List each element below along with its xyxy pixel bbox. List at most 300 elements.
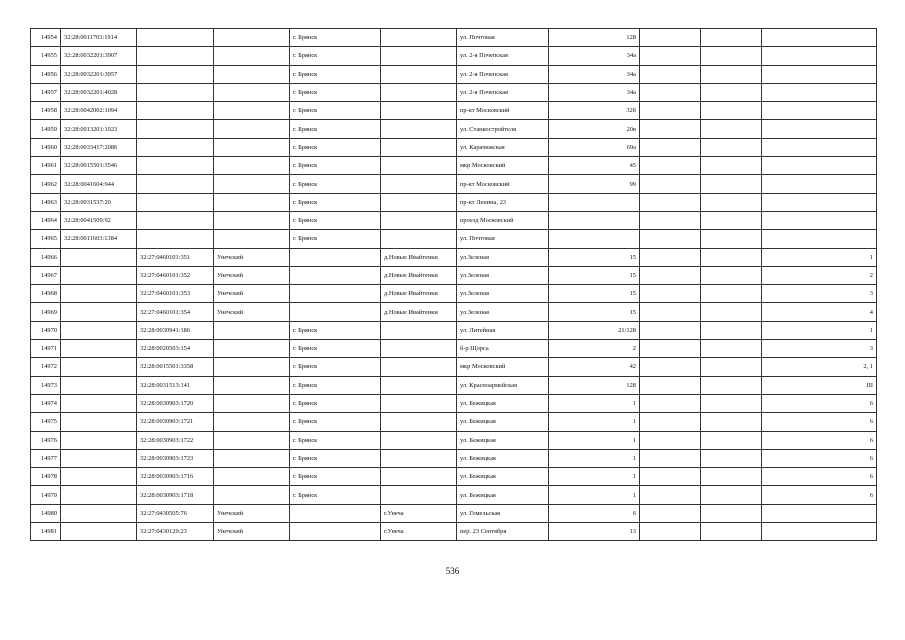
cell-district: Унечский	[214, 504, 290, 522]
cell-street: мкр Московский	[457, 157, 549, 175]
cell-district	[214, 431, 290, 449]
cell-cadastral-number: 32:28:0015501:3546	[61, 157, 137, 175]
cell-district	[214, 449, 290, 467]
cell-cadastral-number: 32:28:0032201:4028	[61, 83, 137, 101]
cell-cadastral-number	[61, 358, 137, 376]
cell-empty	[701, 523, 762, 541]
cell-street: ул. Карачижская	[457, 138, 549, 156]
cell-empty	[701, 47, 762, 65]
cell-empty	[640, 47, 701, 65]
cell-record-number: 14965	[31, 230, 61, 248]
cell-empty	[640, 321, 701, 339]
cell-settlement: д.Новые Ивайтенки	[381, 303, 457, 321]
cell-cadastral-number-alt: 32:27:0460101:351	[137, 248, 214, 266]
cell-house: 15	[549, 248, 640, 266]
cell-empty	[640, 65, 701, 83]
cell-city: г. Брянск	[290, 193, 381, 211]
cell-house: 1	[549, 431, 640, 449]
cell-empty	[701, 340, 762, 358]
cell-cadastral-number-alt: 32:28:0030903:1722	[137, 431, 214, 449]
cell-district	[214, 376, 290, 394]
cell-house: 34а	[549, 83, 640, 101]
cell-empty	[701, 29, 762, 47]
cell-empty	[701, 468, 762, 486]
cell-city: г. Брянск	[290, 47, 381, 65]
cell-district: Унечский	[214, 248, 290, 266]
table-row	[31, 83, 877, 101]
cell-cadastral-number-alt	[137, 175, 214, 193]
cell-house: 1	[549, 394, 640, 412]
cell-cadastral-number-alt	[137, 138, 214, 156]
cell-record-number: 14958	[31, 102, 61, 120]
cell-street: ул. Гомельская	[457, 504, 549, 522]
cell-district	[214, 29, 290, 47]
cell-settlement	[381, 138, 457, 156]
cell-empty	[640, 102, 701, 120]
cell-empty	[701, 230, 762, 248]
cell-empty	[701, 157, 762, 175]
cell-apartment	[762, 157, 877, 175]
cell-city: г. Брянск	[290, 321, 381, 339]
cell-city: г. Брянск	[290, 431, 381, 449]
cell-house: 128	[549, 376, 640, 394]
cell-cadastral-number: 32:28:0032201:3957	[61, 65, 137, 83]
cell-apartment	[762, 102, 877, 120]
table-row	[31, 47, 877, 65]
cell-house: 15	[549, 266, 640, 284]
cell-settlement	[381, 65, 457, 83]
cell-district	[214, 120, 290, 138]
cell-empty	[701, 65, 762, 83]
cell-city: г. Брянск	[290, 230, 381, 248]
cell-apartment: 6	[762, 431, 877, 449]
cell-cadastral-number: 32:28:0031537:20	[61, 193, 137, 211]
page-number: 536	[445, 566, 460, 576]
cell-city	[290, 504, 381, 522]
cell-record-number: 14967	[31, 266, 61, 284]
cell-record-number: 14962	[31, 175, 61, 193]
cell-district	[214, 211, 290, 229]
cell-cadastral-number-alt: 32:28:0030903:1716	[137, 468, 214, 486]
cell-empty	[640, 29, 701, 47]
cell-district: Унечский	[214, 523, 290, 541]
cell-empty	[640, 340, 701, 358]
cell-district	[214, 83, 290, 101]
cell-settlement: г.Унеча	[381, 504, 457, 522]
cell-empty	[701, 504, 762, 522]
cell-cadastral-number-alt	[137, 102, 214, 120]
table-row	[31, 413, 877, 431]
cell-cadastral-number-alt: 32:27:0460101:354	[137, 303, 214, 321]
cell-record-number: 14980	[31, 504, 61, 522]
cell-settlement: д.Новые Ивайтенки	[381, 266, 457, 284]
cell-record-number: 14979	[31, 486, 61, 504]
cell-settlement	[381, 47, 457, 65]
cell-settlement: г.Унеча	[381, 523, 457, 541]
cell-city	[290, 266, 381, 284]
cell-empty	[701, 248, 762, 266]
cell-district	[214, 47, 290, 65]
table-row	[31, 248, 877, 266]
cell-cadastral-number-alt	[137, 157, 214, 175]
cell-apartment	[762, 29, 877, 47]
cell-cadastral-number-alt: 32:27:0460101:352	[137, 266, 214, 284]
cell-settlement	[381, 321, 457, 339]
cell-cadastral-number-alt	[137, 211, 214, 229]
cell-settlement	[381, 120, 457, 138]
table-row	[31, 523, 877, 541]
cell-house: 69а	[549, 138, 640, 156]
cell-settlement: д.Новые Ивайтенки	[381, 248, 457, 266]
cell-street: ул. Бежицкая	[457, 486, 549, 504]
cell-apartment: 3	[762, 340, 877, 358]
cell-cadastral-number	[61, 321, 137, 339]
cell-cadastral-number	[61, 468, 137, 486]
cell-cadastral-number: 32:28:0041604:944	[61, 175, 137, 193]
table-row	[31, 65, 877, 83]
cell-city: г. Брянск	[290, 376, 381, 394]
cell-cadastral-number	[61, 394, 137, 412]
cell-house: 32б	[549, 102, 640, 120]
table-row	[31, 157, 877, 175]
cell-street: пер. 23 Сентября	[457, 523, 549, 541]
cell-record-number: 14964	[31, 211, 61, 229]
cell-apartment	[762, 193, 877, 211]
cell-empty	[640, 248, 701, 266]
cell-cadastral-number	[61, 504, 137, 522]
cell-empty	[701, 120, 762, 138]
cell-empty	[640, 266, 701, 284]
cell-house: 1	[549, 468, 640, 486]
cell-cadastral-number	[61, 523, 137, 541]
cell-cadastral-number-alt: 32:27:0460101:353	[137, 285, 214, 303]
cell-empty	[701, 266, 762, 284]
cell-city: г. Брянск	[290, 157, 381, 175]
cell-settlement: д.Новые Ивайтенки	[381, 285, 457, 303]
cell-empty	[701, 193, 762, 211]
cell-empty	[701, 285, 762, 303]
cell-city: г. Брянск	[290, 468, 381, 486]
cell-street: ул. Бежицкая	[457, 413, 549, 431]
cell-record-number: 14972	[31, 358, 61, 376]
cell-empty	[640, 449, 701, 467]
cell-city: г. Брянск	[290, 120, 381, 138]
cell-house: 2	[549, 340, 640, 358]
cell-district	[214, 157, 290, 175]
table-row	[31, 340, 877, 358]
cell-district	[214, 102, 290, 120]
cell-record-number: 14968	[31, 285, 61, 303]
cell-cadastral-number: 32:28:0033417:2086	[61, 138, 137, 156]
cell-record-number: 14956	[31, 65, 61, 83]
cell-settlement	[381, 431, 457, 449]
cell-city: г. Брянск	[290, 394, 381, 412]
cell-city: г. Брянск	[290, 486, 381, 504]
cell-house: 13	[549, 523, 640, 541]
cell-street: ул. 2-я Почепская	[457, 65, 549, 83]
cell-record-number: 14981	[31, 523, 61, 541]
cell-house	[549, 230, 640, 248]
cell-street: ул. Литейная	[457, 321, 549, 339]
table-row	[31, 486, 877, 504]
cell-empty	[640, 230, 701, 248]
cell-house: 6	[549, 504, 640, 522]
table-row	[31, 193, 877, 211]
cell-cadastral-number-alt: 32:28:0030903:1718	[137, 486, 214, 504]
table-body	[31, 29, 877, 541]
cell-cadastral-number-alt	[137, 47, 214, 65]
cell-record-number: 14976	[31, 431, 61, 449]
cell-cadastral-number-alt	[137, 29, 214, 47]
cell-record-number: 14961	[31, 157, 61, 175]
cell-settlement	[381, 157, 457, 175]
cell-record-number: 14957	[31, 83, 61, 101]
cell-house: 34а	[549, 65, 640, 83]
cell-record-number: 14973	[31, 376, 61, 394]
table-row	[31, 102, 877, 120]
table-row	[31, 449, 877, 467]
cell-city: г. Брянск	[290, 358, 381, 376]
cell-street: ул. Красноармейская	[457, 376, 549, 394]
cell-house	[549, 211, 640, 229]
cell-cadastral-number: 32:28:0013201:1023	[61, 120, 137, 138]
table-row	[31, 29, 877, 47]
table-row	[31, 211, 877, 229]
cell-empty	[701, 211, 762, 229]
cell-cadastral-number-alt: 32:28:0030903:1723	[137, 449, 214, 467]
cell-cadastral-number	[61, 431, 137, 449]
cell-district	[214, 358, 290, 376]
cell-apartment: 2	[762, 266, 877, 284]
cell-record-number: 14975	[31, 413, 61, 431]
cell-empty	[640, 157, 701, 175]
cell-empty	[640, 138, 701, 156]
table-row	[31, 175, 877, 193]
cell-street: ул. Бежицкая	[457, 431, 549, 449]
cell-settlement	[381, 211, 457, 229]
property-registry-table	[30, 28, 877, 541]
cell-house: 15	[549, 303, 640, 321]
cell-city	[290, 303, 381, 321]
cell-apartment: 6	[762, 413, 877, 431]
cell-cadastral-number-alt: 32:28:0020503:154	[137, 340, 214, 358]
cell-cadastral-number-alt	[137, 193, 214, 211]
cell-district	[214, 486, 290, 504]
cell-empty	[640, 83, 701, 101]
cell-empty	[640, 523, 701, 541]
cell-record-number: 14960	[31, 138, 61, 156]
cell-empty	[701, 394, 762, 412]
table-row	[31, 394, 877, 412]
cell-record-number: 14970	[31, 321, 61, 339]
cell-settlement	[381, 102, 457, 120]
cell-district	[214, 413, 290, 431]
cell-apartment: 6	[762, 449, 877, 467]
cell-record-number: 14959	[31, 120, 61, 138]
cell-house: 34а	[549, 47, 640, 65]
cell-empty	[640, 468, 701, 486]
cell-cadastral-number-alt: 32:27:0430129:23	[137, 523, 214, 541]
cell-house: 15	[549, 285, 640, 303]
cell-empty	[701, 321, 762, 339]
cell-settlement	[381, 193, 457, 211]
cell-house: 99	[549, 175, 640, 193]
cell-cadastral-number-alt	[137, 230, 214, 248]
cell-cadastral-number	[61, 340, 137, 358]
cell-apartment	[762, 211, 877, 229]
cell-cadastral-number: 32:28:0011603:1384	[61, 230, 137, 248]
cell-cadastral-number-alt	[137, 83, 214, 101]
table-row	[31, 358, 877, 376]
cell-empty	[701, 83, 762, 101]
cell-apartment	[762, 65, 877, 83]
cell-record-number: 14978	[31, 468, 61, 486]
cell-street: ул. Почтовая	[457, 29, 549, 47]
cell-apartment	[762, 138, 877, 156]
cell-street: ул.Зеленая	[457, 248, 549, 266]
cell-apartment	[762, 47, 877, 65]
cell-settlement	[381, 230, 457, 248]
cell-house: 1	[549, 449, 640, 467]
cell-city	[290, 248, 381, 266]
cell-cadastral-number-alt: 32:28:0030903:1720	[137, 394, 214, 412]
table-row	[31, 138, 877, 156]
cell-empty	[701, 449, 762, 467]
cell-apartment: 4	[762, 303, 877, 321]
cell-settlement	[381, 413, 457, 431]
cell-house: 20в	[549, 120, 640, 138]
cell-settlement	[381, 175, 457, 193]
cell-empty	[640, 303, 701, 321]
cell-street: пр-кт Московский	[457, 175, 549, 193]
cell-settlement	[381, 83, 457, 101]
cell-settlement	[381, 468, 457, 486]
cell-cadastral-number	[61, 248, 137, 266]
cell-record-number: 14954	[31, 29, 61, 47]
cell-street: ул. Станкостройтеля	[457, 120, 549, 138]
cell-record-number: 14971	[31, 340, 61, 358]
cell-cadastral-number: 32:28:0041509:92	[61, 211, 137, 229]
cell-empty	[701, 303, 762, 321]
cell-street: ул. 2-я Почепская	[457, 83, 549, 101]
cell-district: Унечский	[214, 303, 290, 321]
cell-cadastral-number: 32:28:0032201:3907	[61, 47, 137, 65]
cell-record-number: 14963	[31, 193, 61, 211]
table-row	[31, 230, 877, 248]
cell-cadastral-number: 32:28:0042002:1094	[61, 102, 137, 120]
cell-cadastral-number	[61, 376, 137, 394]
cell-district	[214, 138, 290, 156]
cell-street: ул. Бежицкая	[457, 468, 549, 486]
cell-empty	[701, 175, 762, 193]
cell-empty	[640, 285, 701, 303]
cell-apartment	[762, 523, 877, 541]
cell-settlement	[381, 29, 457, 47]
table-row	[31, 431, 877, 449]
cell-city: г. Брянск	[290, 29, 381, 47]
cell-settlement	[381, 486, 457, 504]
cell-house: 21/128	[549, 321, 640, 339]
cell-district	[214, 321, 290, 339]
cell-apartment	[762, 83, 877, 101]
cell-city: г. Брянск	[290, 449, 381, 467]
cell-empty	[640, 394, 701, 412]
cell-empty	[640, 413, 701, 431]
cell-empty	[701, 102, 762, 120]
cell-house: 1	[549, 413, 640, 431]
cell-street: ул. Почтовая	[457, 230, 549, 248]
cell-apartment: 1	[762, 248, 877, 266]
cell-empty	[640, 175, 701, 193]
cell-district	[214, 230, 290, 248]
cell-street: ул.Зеленая	[457, 266, 549, 284]
cell-city: г. Брянск	[290, 102, 381, 120]
cell-city: г. Брянск	[290, 340, 381, 358]
cell-cadastral-number-alt: 32:28:0015501:3358	[137, 358, 214, 376]
cell-cadastral-number-alt	[137, 120, 214, 138]
table-row	[31, 266, 877, 284]
cell-cadastral-number	[61, 285, 137, 303]
cell-district: Унечский	[214, 266, 290, 284]
cell-empty	[640, 486, 701, 504]
cell-district	[214, 394, 290, 412]
cell-settlement	[381, 358, 457, 376]
table-row	[31, 120, 877, 138]
table-row	[31, 468, 877, 486]
cell-settlement	[381, 449, 457, 467]
table-row	[31, 303, 877, 321]
cell-empty	[640, 211, 701, 229]
cell-empty	[701, 138, 762, 156]
cell-street: ул. Бежицкая	[457, 449, 549, 467]
cell-apartment: 3	[762, 285, 877, 303]
cell-cadastral-number: 32:28:0011703:1914	[61, 29, 137, 47]
cell-apartment: 2, 1	[762, 358, 877, 376]
cell-city: г. Брянск	[290, 83, 381, 101]
cell-settlement	[381, 376, 457, 394]
table-row	[31, 504, 877, 522]
cell-cadastral-number-alt: 32:27:0430505:76	[137, 504, 214, 522]
cell-cadastral-number	[61, 303, 137, 321]
cell-cadastral-number	[61, 266, 137, 284]
cell-house: 128	[549, 29, 640, 47]
cell-city: г. Брянск	[290, 413, 381, 431]
cell-settlement	[381, 340, 457, 358]
cell-record-number: 14977	[31, 449, 61, 467]
cell-apartment: 1	[762, 321, 877, 339]
cell-empty	[640, 120, 701, 138]
cell-street: пр-кт Ленина, 23	[457, 193, 549, 211]
cell-city: г. Брянск	[290, 211, 381, 229]
cell-record-number: 14969	[31, 303, 61, 321]
cell-city: г. Брянск	[290, 138, 381, 156]
cell-empty	[640, 504, 701, 522]
table-row	[31, 376, 877, 394]
cell-empty	[701, 413, 762, 431]
cell-apartment: III	[762, 376, 877, 394]
cell-cadastral-number-alt: 32:28:0030903:1721	[137, 413, 214, 431]
cell-city	[290, 285, 381, 303]
cell-apartment: 6	[762, 486, 877, 504]
cell-empty	[701, 358, 762, 376]
cell-empty	[701, 486, 762, 504]
cell-street: б-р Щорса	[457, 340, 549, 358]
cell-empty	[701, 431, 762, 449]
cell-empty	[640, 431, 701, 449]
cell-apartment: 6	[762, 394, 877, 412]
cell-house: 1	[549, 486, 640, 504]
cell-apartment	[762, 504, 877, 522]
